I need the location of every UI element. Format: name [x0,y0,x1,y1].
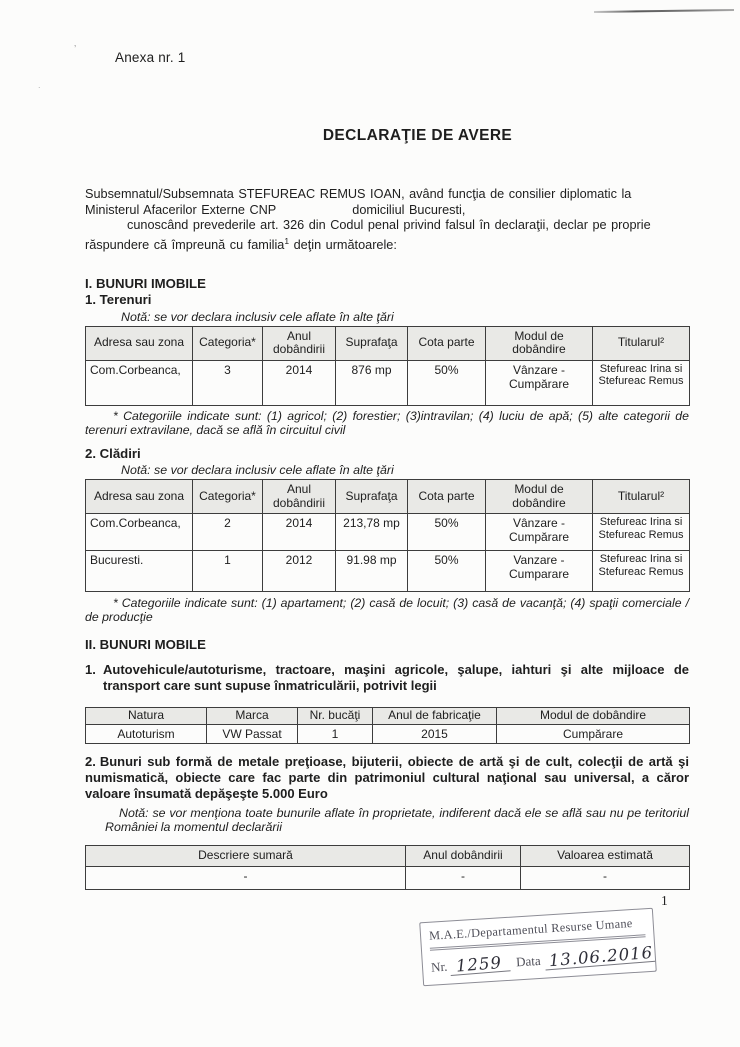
section-2-heading: II. BUNURI MOBILE [85,637,206,653]
cell-valoarea: - [521,866,690,889]
col-modul: Modul de dobândire [486,480,593,514]
cell-modul: Vânzare - Cumpărare [486,514,593,551]
footnote-terenuri: * Categoriile indicate sunt: (1) agricol; (2) forestier; (3)intravilan; (4) luciu de apă; (5) alte categorii de terenuri extravilane, dacă se află în circuitul civil [85,408,689,437]
intro-line-2a: Ministerul Afacerilor Externe CNP [85,202,277,217]
col-titularul: Titularul² [593,326,690,360]
subsection-terenuri-heading: 1. Terenuri [85,292,152,308]
bunuri-header-row [86,846,690,867]
cell-titularul: Stefureac Irina si Stefureac Remus [593,514,690,551]
document-body [85,187,689,890]
intro-line-4b: deţin următoarele: [289,238,397,253]
cladiri-table [85,479,690,592]
vehicule-table [85,707,690,744]
cell-categoria: 3 [193,360,263,405]
col-categoria: Categoria* [193,326,263,360]
page-number: 1 [661,893,668,908]
vehicule-row [86,725,690,744]
col-fabricatie: Anul de fabricaţie [373,708,497,725]
col-modul-dobandire: Modul de dobândire [497,708,690,725]
registration-stamp [419,908,657,987]
cell-adresa: Com.Corbeanca, [86,514,193,551]
stamp-nr-label: Nr. [430,958,448,975]
terenuri-row [86,360,690,405]
col-bucati: Nr. bucăţi [298,708,373,725]
item-text: Autovehicule/autoturisme, tractoare, maşini agricole, şalupe, iahturi şi alte mijloace de transport care sunt supuse înmatriculării, potrivit legii [103,661,689,693]
document-title: DECLARAŢIE DE AVERE [322,127,513,144]
intro-line-2b: domiciliul Bucuresti, [352,202,466,217]
bunuri-table-wrap [85,845,689,890]
annex-label: Anexa nr. 1 [115,50,186,65]
cell-adresa: Bucuresti. [86,551,193,592]
col-anul-dobandirii: Anul dobândirii [406,846,521,867]
intro-line-1: Subsemnatul/Subsemnata STEFUREAC REMUS IOAN, având funcţia de consilier diplomatic la [85,187,632,201]
cell-natura: Autoturism [86,725,207,744]
item-number: 2. [85,754,96,770]
col-natura: Natura [86,708,207,725]
subsection-cladiri-heading: 2. Clădiri [85,445,141,461]
col-valoarea: Valoarea estimată [521,846,690,867]
col-cota: Cota parte [408,480,486,514]
item-bunuri-pretioase [85,754,689,803]
section-1-heading: I. BUNURI IMOBILE [85,275,206,291]
cell-modul: Vânzare - Cumpărare [486,360,593,405]
cell-categoria: 2 [193,514,263,551]
col-titularul: Titularul² [593,480,690,514]
cell-titularul: Stefureac Irina si Stefureac Remus [593,551,690,592]
stamp-date-handwritten-value: 13.06.2016 [544,945,655,971]
bunuri-row [86,866,690,889]
col-descriere: Descriere sumară [86,846,406,867]
col-suprafata: Suprafaţa [336,326,408,360]
stamp-number-date-row [430,942,654,977]
scan-speck: . [38,80,41,90]
nota-bunuri: Notă: se vor menţiona toate bunurile aflate în proprietate, indiferent dacă ele se află sau nu pe teritoriul României la momentul declarării [105,805,689,834]
cell-modul-dobandire: Cumpărare [497,725,690,744]
terenuri-header-row [86,326,690,360]
cell-suprafata: 91.98 mp [336,551,408,592]
nota-terenuri: Notă: se vor declara inclusiv cele aflate în alte ţări [121,309,394,324]
vehicule-header-row [86,708,690,725]
col-marca: Marca [207,708,298,725]
cell-cota: 50% [408,360,486,405]
item-text: Bunuri sub formă de metale preţioase, bijuterii, obiecte de artă şi de cult, colecţii de artă şi numismatică, obiecte care fac parte din patrimoniul cultural naţional sau universal, a căror valoare însumată depăşeşte 5.000 Euro [85,754,689,802]
cell-cota: 50% [408,551,486,592]
intro-paragraph [85,187,689,254]
col-cota: Cota parte [408,326,486,360]
stamp-nr-handwritten-value: 1259 [450,954,511,976]
cell-anul: 2012 [263,551,336,592]
stamp-department-label: M.A.E./Departamentul Resurse Umane [429,915,646,951]
terenuri-table [85,326,690,406]
col-anul: Anul dobândirii [263,326,336,360]
item-autovehicule [85,662,689,694]
cell-anul: 2014 [263,514,336,551]
cell-suprafata: 876 mp [336,360,408,405]
cladiri-header-row [86,480,690,514]
cell-adresa: Com.Corbeanca, [86,360,193,405]
stamp-data-label: Data [515,952,542,970]
cell-modul: Vanzare - Cumparare [486,551,593,592]
cell-titularul: Stefureac Irina si Stefureac Remus [593,360,690,405]
footnote-cladiri: * Categoriile indicate sunt: (1) apartament; (2) casă de locuit; (3) casă de vacanţă; (4) spaţii comerciale / de producţie [85,596,689,625]
col-categoria: Categoria* [193,480,263,514]
intro-line-3: cunoscând prevederile art. 326 din Codul penal privind falsul în declaraţii, declar pe proprie [127,218,651,233]
cell-suprafata: 213,78 mp [336,514,408,551]
cell-anul: 2014 [263,360,336,405]
footnote-ref-1: 1 [284,235,290,246]
cell-bucati: 1 [298,725,373,744]
vehicule-table-wrap [85,707,689,744]
cladiri-row [86,551,690,592]
cell-cota: 50% [408,514,486,551]
col-adresa: Adresa sau zona [86,326,193,360]
intro-line-2 [85,203,689,219]
item-number: 1. [85,661,96,677]
cell-marca: VW Passat [207,725,298,744]
cell-fabricatie: 2015 [373,725,497,744]
cell-descriere: - [86,866,406,889]
intro-line-4 [85,234,689,254]
bunuri-table [85,845,690,890]
intro-line-4a: răspundere că împreună cu familia [85,238,285,253]
col-modul: Modul de dobândire [486,326,593,360]
col-adresa: Adresa sau zona [86,480,193,514]
col-suprafata: Suprafaţa [336,480,408,514]
cell-categoria: 1 [193,551,263,592]
cell-anul-dobandirii: - [406,866,521,889]
scan-artifact-line [594,9,734,13]
scan-speck: ’ [74,44,77,55]
cladiri-row [86,514,690,551]
col-anul: Anul dobândirii [263,480,336,514]
nota-cladiri: Notă: se vor declara inclusiv cele aflate în alte ţări [121,463,394,478]
